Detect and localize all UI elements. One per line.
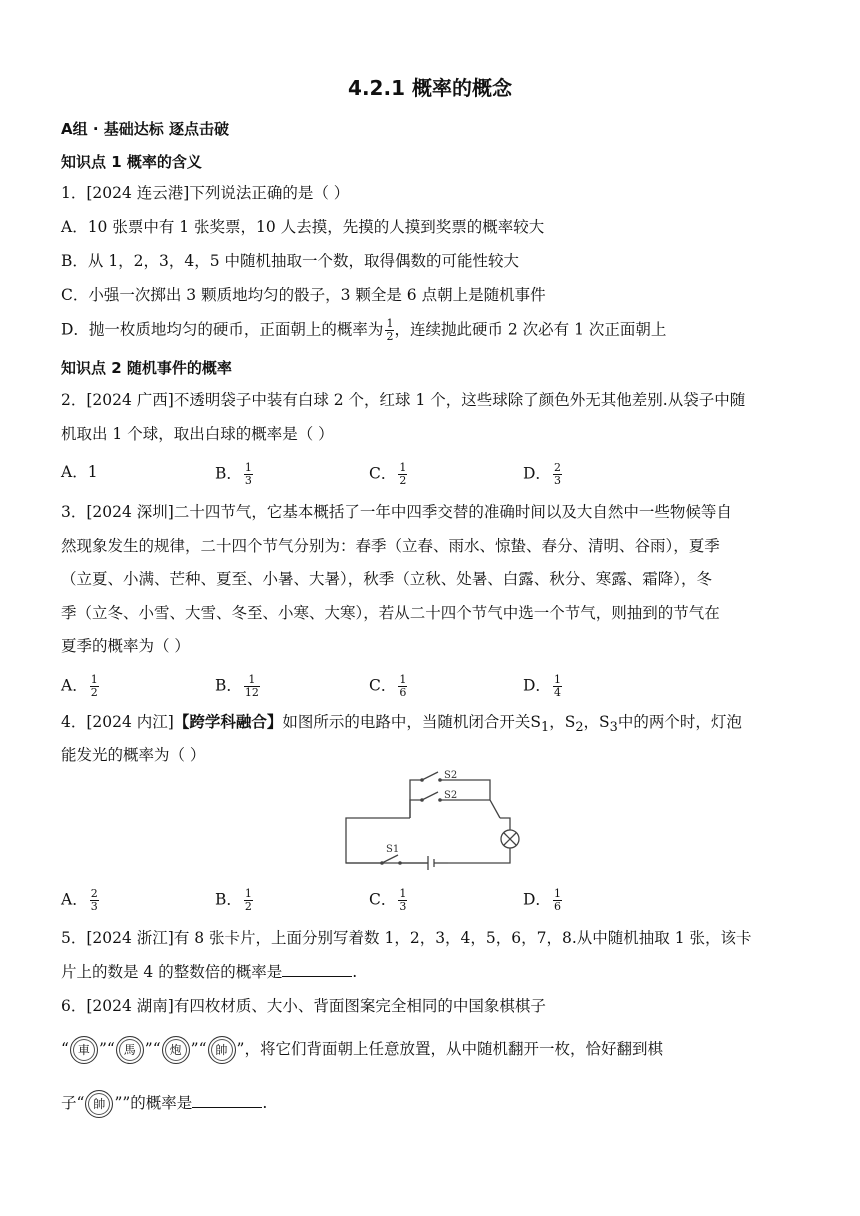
q4-line2: 能发光的概率为（ ） <box>61 746 206 764</box>
q4-a-den: 3 <box>90 900 98 913</box>
q5-answer-blank[interactable] <box>282 962 352 977</box>
q4-a-label: A． <box>61 890 88 909</box>
q4-c-den: 3 <box>399 900 407 913</box>
q4-a-fraction <box>90 888 99 913</box>
q4-b-fraction <box>244 888 253 913</box>
q3-d-num: 1 <box>553 673 561 686</box>
switch-middle <box>422 792 438 800</box>
q6-line1: 6．[2024 湖南]有四枚材质、大小、背面图案完全相同的中国象棋棋子 <box>61 997 546 1015</box>
q6-line2-post: ，将它们背面朝上任意放置，从中随机翻开一枚，恰好翻到棋 <box>244 1040 663 1058</box>
q3-c-fraction <box>398 674 407 699</box>
group-heading: A组 · 基础达标 逐点击破 <box>61 120 229 138</box>
chess-piece-ma-icon: 馬 <box>116 1036 144 1064</box>
q4-s3-sub: 3 <box>609 720 618 736</box>
q3-c-label: C． <box>369 676 397 695</box>
q2-c-fraction <box>398 462 407 487</box>
q2-c-den: 2 <box>399 474 407 487</box>
q1-stem: 1．[2024 连云港]下列说法正确的是（ ） <box>61 184 350 202</box>
q4-tag: 【跨学科融合】 <box>173 712 283 731</box>
q2-option-d <box>523 462 562 487</box>
q4-s2-sub: 2 <box>575 720 584 736</box>
circuit-wire-right <box>500 818 510 830</box>
switch-label-s1: S1 <box>386 844 400 855</box>
chess-piece-shuai-icon: 帥 <box>208 1036 236 1064</box>
q6-line3-end: . <box>262 1094 268 1112</box>
q4-d-num: 1 <box>553 887 561 900</box>
circuit-diagram <box>340 770 530 870</box>
q5-line2 <box>61 962 357 982</box>
circuit-wire-left <box>346 818 428 863</box>
q4-line1 <box>61 712 742 738</box>
q1-option-b: B．从 1，2，3，4，5 中随机抽取一个数，取得偶数的可能性较大 <box>61 252 520 270</box>
q4-c-num: 1 <box>399 887 407 900</box>
q3-d-fraction <box>553 674 562 699</box>
q1-d-num: 1 <box>386 317 394 330</box>
q4-s2: ，S <box>549 713 576 731</box>
chess-piece-che-icon: 車 <box>70 1036 98 1064</box>
q4-option-d <box>523 888 562 913</box>
q4-d-den: 6 <box>553 900 561 913</box>
q4-c-label: C． <box>369 890 397 909</box>
q3-option-b <box>215 674 260 699</box>
q4-option-c <box>369 888 407 913</box>
q5-line2-pre: 片上的数是 4 的整数倍的概率是 <box>61 963 283 981</box>
q4-d-fraction <box>553 888 562 913</box>
q3-line4: 季（立冬、小雪、大雪、冬至、小寒、大寒），若从二十四个节气中选一个节气，则抽到的节气在 <box>61 604 720 622</box>
q2-d-den: 3 <box>553 474 561 487</box>
q3-a-label: A． <box>61 676 88 695</box>
q6-line2: “ 車 ”“ 馬 ”“ 炮 ”“ 帥 ”，将它们背面朝上任意放置，从中随机翻开一枚，恰好翻到棋 <box>61 1036 663 1064</box>
q2-c-num: 1 <box>399 461 407 474</box>
q1-option-a: A．10 张票中有 1 张奖票，10 人去摸，先摸的人摸到奖票的概率较大 <box>61 218 545 236</box>
q4-tail: 中的两个时，灯泡 <box>617 713 742 731</box>
q4-d-label: D． <box>523 890 551 909</box>
chess-piece-shuai-icon-2: 帥 <box>85 1090 113 1118</box>
q2-line1: 2．[2024 广西]不透明袋子中装有白球 2 个，红球 1 个，这些球除了颜色外无其他差别.从袋子中随 <box>61 391 746 409</box>
switch-label-top: S2 <box>444 770 458 781</box>
circuit-wire-mid-left <box>410 800 422 818</box>
q4-a-num: 2 <box>90 887 98 900</box>
q5-line1: 5．[2024 浙江]有 8 张卡片，上面分别写着数 1，2，3，4，5，6，7，8.从中随机抽取 1 张，该卡 <box>61 929 752 947</box>
q3-d-label: D． <box>523 676 551 695</box>
q2-option-b <box>215 462 253 487</box>
q5-line2-post: . <box>352 963 358 981</box>
q4-post: 如图所示的电路中，当随机闭合开关S <box>282 713 541 731</box>
q1-d-post: ，连续抛此硬币 2 次必有 1 次正面朝上 <box>394 320 667 339</box>
q3-b-fraction <box>244 674 260 699</box>
q4-b-den: 2 <box>244 900 252 913</box>
q3-option-c <box>369 674 407 699</box>
q2-c-label: C． <box>369 464 397 483</box>
q3-b-num: 1 <box>244 674 260 687</box>
q3-line3: （立夏、小满、芒种、夏至、小暑、大暑），秋季（立秋、处暑、白露、秋分、寒露、霜降），冬 <box>61 570 713 588</box>
q3-b-den: 12 <box>244 686 259 699</box>
q2-b-fraction <box>244 462 253 487</box>
q4-pre: 4．[2024 内江] <box>61 713 174 731</box>
q3-option-a <box>61 674 99 699</box>
q2-b-num: 1 <box>244 461 252 474</box>
circuit-wire-bottom-right <box>448 848 510 863</box>
q6-line3-post: ”的概率是 <box>122 1094 193 1112</box>
q6-line3: 子“ 帥 ””的概率是 . <box>61 1090 267 1118</box>
q3-b-label: B． <box>215 676 242 695</box>
q1-option-c: C．小强一次掷出 3 颗质地均匀的骰子，3 颗全是 6 点朝上是随机事件 <box>61 286 546 304</box>
chess-piece-pao-icon: 炮 <box>162 1036 190 1064</box>
q3-a-den: 2 <box>90 686 98 699</box>
q3-c-den: 6 <box>399 686 407 699</box>
q4-b-num: 1 <box>244 887 252 900</box>
q4-option-a <box>61 888 99 913</box>
switch-top <box>422 772 438 780</box>
q1-option-d <box>61 318 666 343</box>
switch-s1 <box>382 855 398 863</box>
q2-option-a: A．1 <box>61 463 98 481</box>
q2-line2: 机取出 1 个球，取出白球的概率是（ ） <box>61 425 334 443</box>
knowledge-point-2: 知识点 2 随机事件的概率 <box>61 359 232 377</box>
q3-d-den: 4 <box>553 686 561 699</box>
q2-d-label: D． <box>523 464 551 483</box>
q3-a-num: 1 <box>90 673 98 686</box>
q3-line2: 然现象发生的规律，二十四个节气分别为：春季（立春、雨水、惊蛰、春分、清明、谷雨），夏季 <box>61 537 720 555</box>
q3-c-num: 1 <box>399 673 407 686</box>
switch-label-middle: S2 <box>444 790 458 801</box>
q1-d-den: 2 <box>386 330 394 343</box>
q6-line3-pre: 子“ <box>61 1094 85 1112</box>
q4-c-fraction <box>398 888 407 913</box>
knowledge-point-1: 知识点 1 概率的含义 <box>61 153 202 171</box>
q4-s1-sub: 1 <box>540 720 550 736</box>
q2-d-fraction <box>553 462 562 487</box>
q3-line5: 夏季的概率为（ ） <box>61 637 190 655</box>
q2-option-c <box>369 462 407 487</box>
q1-d-pre: D．抛一枚质地均匀的硬币，正面朝上的概率为 <box>61 320 384 339</box>
q4-b-label: B． <box>215 890 242 909</box>
q3-a-fraction <box>90 674 99 699</box>
q2-b-den: 3 <box>244 474 252 487</box>
q2-d-num: 2 <box>553 461 561 474</box>
page-title: 4.2.1 概率的概念 <box>348 76 512 100</box>
q3-line1: 3．[2024 深圳]二十四节气，它基本概括了一年中四季交替的准确时间以及大自然中一些物候等自 <box>61 503 732 521</box>
q6-answer-blank[interactable] <box>192 1093 262 1108</box>
q4-s3: ，S <box>583 713 610 731</box>
circuit-wire-top-left <box>410 780 422 818</box>
q2-b-label: B． <box>215 464 242 483</box>
q3-option-d <box>523 674 562 699</box>
q4-option-b <box>215 888 253 913</box>
